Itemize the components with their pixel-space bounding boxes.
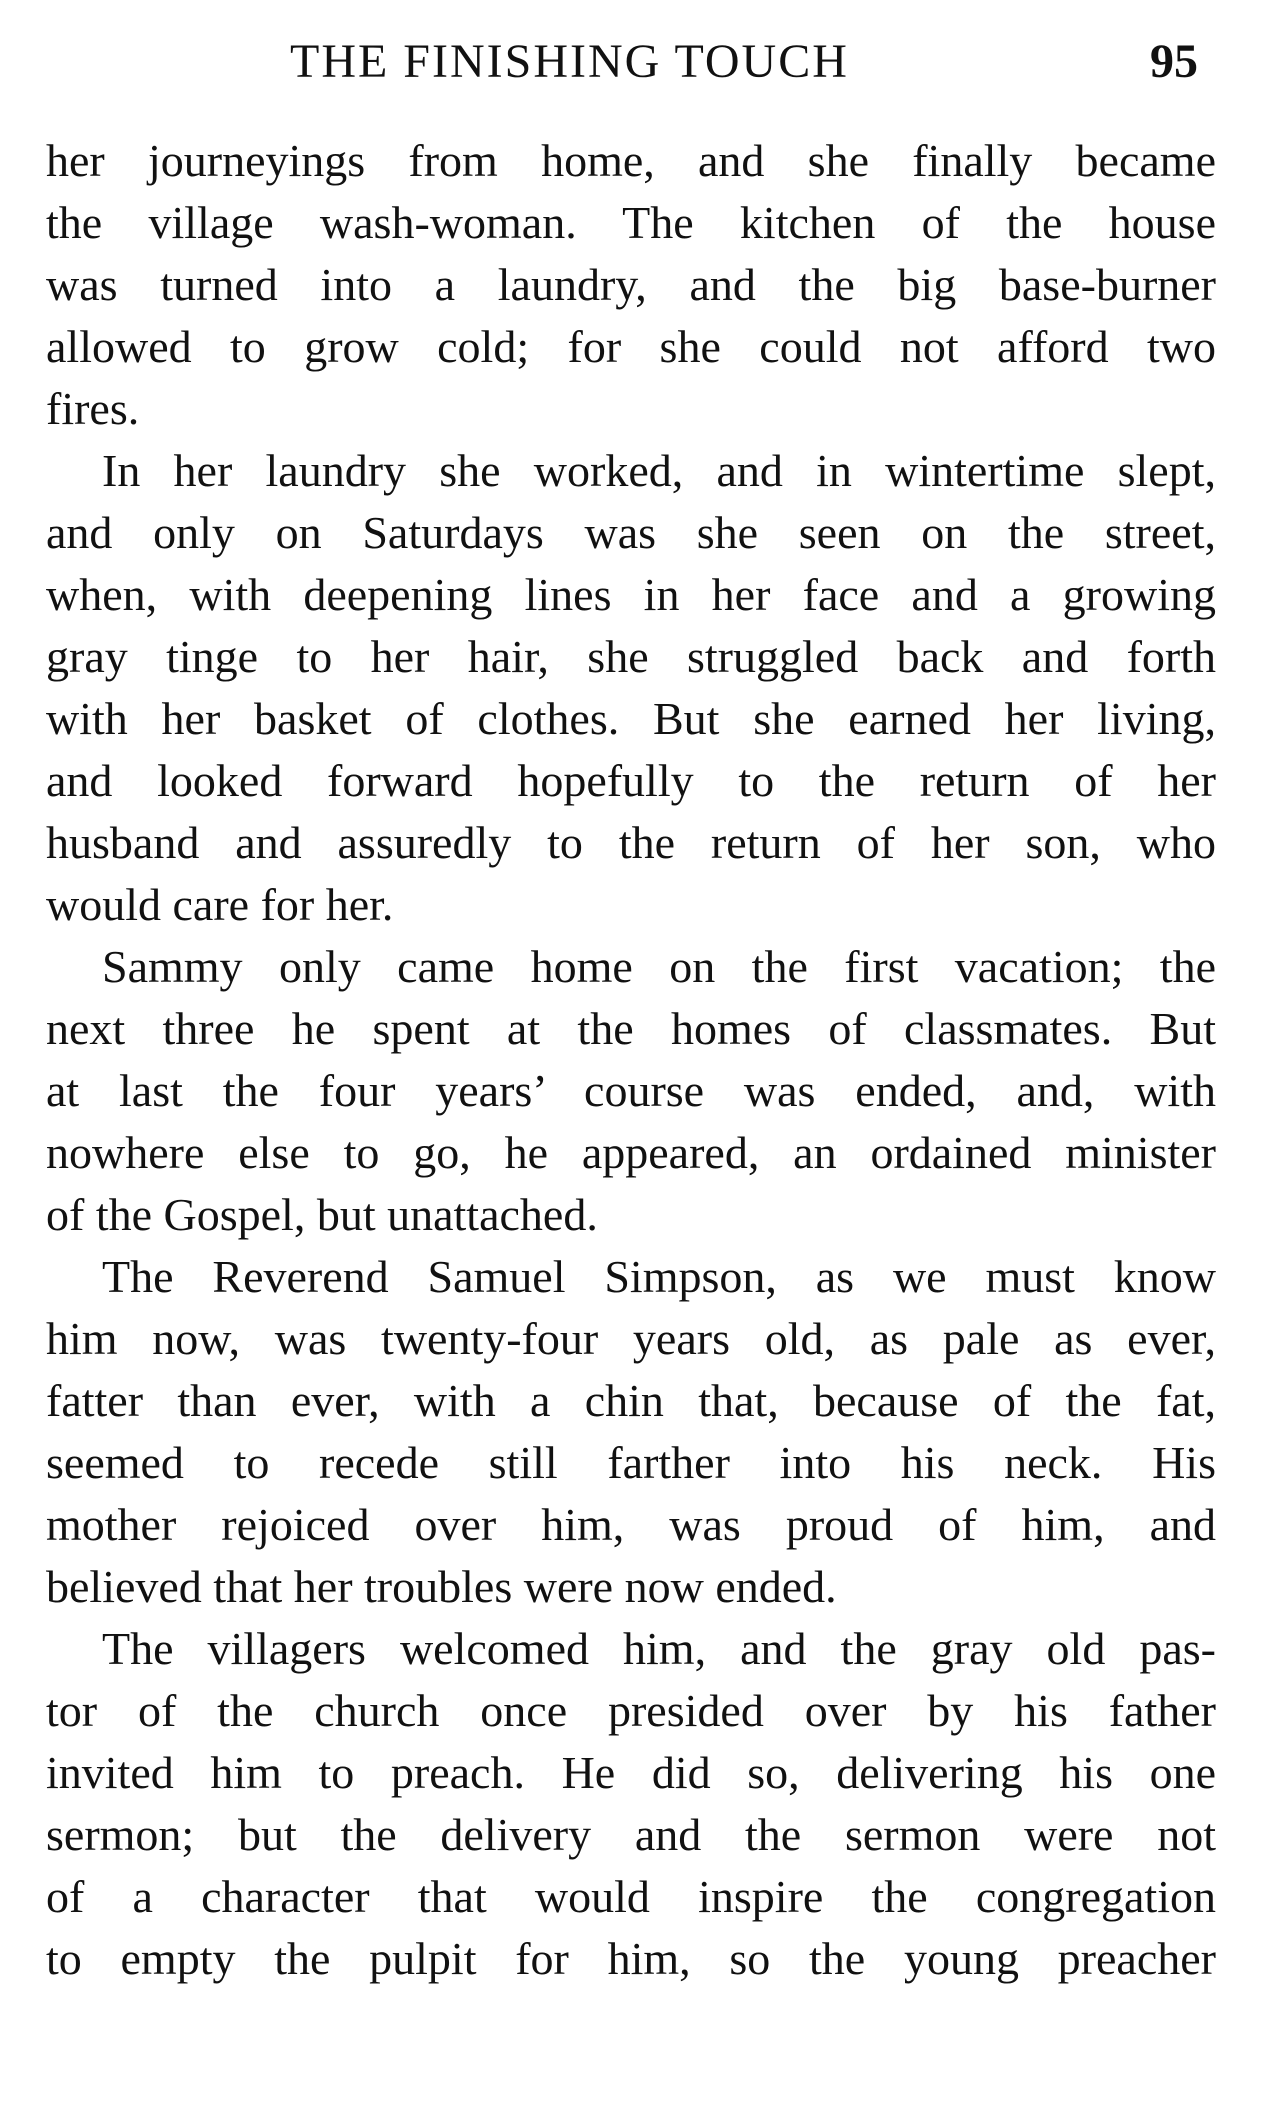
text-line: of the Gospel, but unattached. [46,1189,598,1240]
text-line: at last the four years’ course was ended, and, with [46,1065,1216,1116]
text-line: The Reverend Samuel Simpson, as we must know [102,1251,1216,1302]
text-line: husband and assuredly to the return of her son, who [46,817,1216,868]
text-line: was turned into a laundry, and the big base-burner [46,259,1216,310]
text-line: nowhere else to go, he appeared, an ordained minister [46,1127,1216,1178]
text-line: the village wash-woman. The kitchen of the house [46,197,1216,248]
text-line: and looked forward hopefully to the return of her [46,755,1216,806]
text-line: next three he spent at the homes of classmates. But [46,1003,1216,1054]
text-line: when, with deepening lines in her face and a growing [46,569,1216,620]
text-line: The villagers welcomed him, and the gray old pas- [102,1623,1216,1674]
text-line: mother rejoiced over him, was proud of him, and [46,1499,1216,1550]
page-number: 95 [1150,35,1198,88]
text-line: fires. [46,383,140,434]
text-line: allowed to grow cold; for she could not afford two [46,321,1216,372]
text-line: Sammy only came home on the first vacation; the [102,941,1216,992]
text-line: to empty the pulpit for him, so the young preacher [46,1933,1216,1984]
text-line: would care for her. [46,879,394,930]
text-line: fatter than ever, with a chin that, because of the fat, [46,1375,1216,1426]
text-line: sermon; but the delivery and the sermon were not [46,1809,1216,1860]
text-line: him now, was twenty-four years old, as pale as ever, [46,1313,1216,1364]
body-text [46,130,1216,1990]
text-line: and only on Saturdays was she seen on the street, [46,507,1216,558]
text-line: gray tinge to her hair, she struggled back and forth [46,631,1216,682]
text-line: with her basket of clothes. But she earned her living, [46,693,1216,744]
text-line: tor of the church once presided over by his father [46,1685,1216,1736]
text-line: of a character that would inspire the congregation [46,1871,1216,1922]
text-line: invited him to preach. He did so, delivering his one [46,1747,1216,1798]
text-line: seemed to recede still farther into his neck. His [46,1437,1216,1488]
text-line: believed that her troubles were now ended. [46,1561,837,1612]
running-title: THE FINISHING TOUCH [290,35,849,88]
text-line: her journeyings from home, and she finally became [46,135,1216,186]
text-line: In her laundry she worked, and in wintertime slept, [102,445,1216,496]
